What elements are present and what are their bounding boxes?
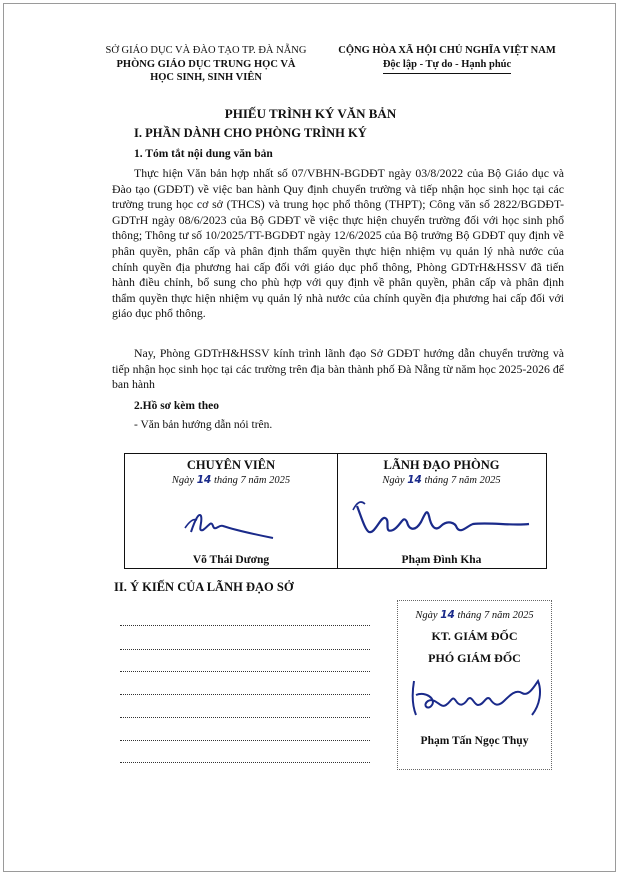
department-head-role: LÃNH ĐẠO PHÒNG bbox=[383, 458, 500, 472]
summary-heading: 1. Tóm tắt nội dung văn bản bbox=[134, 148, 273, 160]
agency-line-1: SỞ GIÁO DỤC VÀ ĐÀO TẠO TP. ĐÀ NẴNG bbox=[105, 45, 307, 56]
agency-header bbox=[96, 44, 316, 85]
opinion-line-4[interactable] bbox=[120, 693, 370, 695]
national-title: CỘNG HÒA XÃ HỘI CHỦ NGHĨA VIỆT NAM bbox=[338, 45, 556, 56]
department-head-date bbox=[337, 474, 546, 486]
date-prefix: Ngày bbox=[415, 610, 438, 621]
signature-box bbox=[124, 453, 547, 569]
date-prefix: Ngày bbox=[382, 475, 405, 486]
opinion-line-5[interactable] bbox=[120, 716, 370, 718]
director-date bbox=[398, 609, 551, 621]
date-suffix: tháng 7 năm 2025 bbox=[457, 610, 534, 621]
director-signature-image bbox=[406, 675, 546, 721]
handwritten-day: 14 bbox=[196, 474, 212, 486]
specialist-name: Võ Thái Dương bbox=[192, 554, 270, 566]
specialist-signature-image bbox=[183, 502, 283, 544]
agency-line-2: PHÒNG GIÁO DỤC TRUNG HỌC VÀ bbox=[116, 58, 296, 70]
specialist-date bbox=[125, 474, 337, 486]
opinion-line-1[interactable] bbox=[120, 624, 370, 626]
section2-title: II. Ý KIẾN CỦA LÃNH ĐẠO SỞ bbox=[114, 580, 294, 594]
director-signature-block bbox=[397, 600, 552, 770]
attachments-heading: 2.Hồ sơ kèm theo bbox=[134, 400, 219, 412]
agency-line-3: HỌC SINH, SINH VIÊN bbox=[150, 72, 262, 83]
specialist-signature-block bbox=[125, 454, 338, 568]
director-role-2: PHÓ GIÁM ĐỐC bbox=[428, 651, 521, 665]
section1-title: I. PHẦN DÀNH CHO PHÒNG TRÌNH KÝ bbox=[134, 126, 367, 140]
opinion-line-3[interactable] bbox=[120, 670, 370, 672]
opinion-line-7[interactable] bbox=[120, 761, 370, 763]
date-prefix: Ngày bbox=[171, 475, 195, 486]
summary-paragraph-2: Nay, Phòng GDTrH&HSSV kính trình lãnh đạo Sở GDĐT hướng dẫn chuyển trường và tiếp nhận học sinh học tại các trường trên địa bàn thành phố Đà Nẵng từ năm học 2025-2026 để ban hành bbox=[112, 346, 564, 392]
date-suffix: tháng 7 năm 2025 bbox=[424, 475, 501, 486]
handwritten-day: 14 bbox=[440, 609, 455, 621]
document-title: PHIẾU TRÌNH KÝ VĂN BẢN bbox=[224, 106, 397, 121]
date-suffix: tháng 7 năm 2025 bbox=[213, 475, 291, 486]
national-header bbox=[328, 44, 566, 74]
department-head-signature-image bbox=[351, 496, 531, 544]
director-name: Phạm Tấn Ngọc Thụy bbox=[420, 735, 529, 747]
opinion-line-6[interactable] bbox=[120, 739, 370, 741]
department-head-signature-block bbox=[337, 454, 546, 568]
national-motto: Độc lập - Tự do - Hạnh phúc bbox=[383, 58, 511, 75]
department-head-name: Phạm Đình Kha bbox=[401, 554, 482, 566]
summary-paragraph-1: Thực hiện Văn bản hợp nhất số 07/VBHN-BGDĐT ngày 03/8/2022 của Bộ Giáo dục và Đào tạo (GDĐT) về việc ban hành Quy định chuyển trường và tiếp nhận học sinh học tại các trường trung học cơ sở (THCS) và trung học phổ thông (THPT); Công văn số 2822/BGDĐT-GDTrH ngày 08/6/2023 của Bộ GDĐT về việc thực hiện chuyển trường đối với học sinh phổ thông; Thông tư số 10/2025/TT-BGDĐT ngày 12/6/2025 của Bộ trưởng Bộ GDĐT quy định về phân quyền, phân cấp và phân định thẩm quyền thực hiện nhiệm vụ quản lý nhà nước của chính quyền địa phương hai cấp đối với giáo dục phổ thông, Phòng GDTrH&HSSV đã tiến hành điều chỉnh, bổ sung cho phù hợp với quy định về phân quyền, phân cấp và phân định thẩm quyền thực hiện nhiệm vụ quản lý nhà nước của chính quyền địa phương hai cấp đối với giáo dục phổ thông. bbox=[112, 166, 564, 321]
specialist-role: CHUYÊN VIÊN bbox=[186, 458, 276, 472]
director-role-1: KT. GIÁM ĐỐC bbox=[431, 629, 518, 643]
opinion-line-2[interactable] bbox=[120, 648, 370, 650]
handwritten-day: 14 bbox=[407, 474, 422, 486]
attachment-item: - Văn bản hướng dẫn nói trên. bbox=[134, 419, 273, 431]
